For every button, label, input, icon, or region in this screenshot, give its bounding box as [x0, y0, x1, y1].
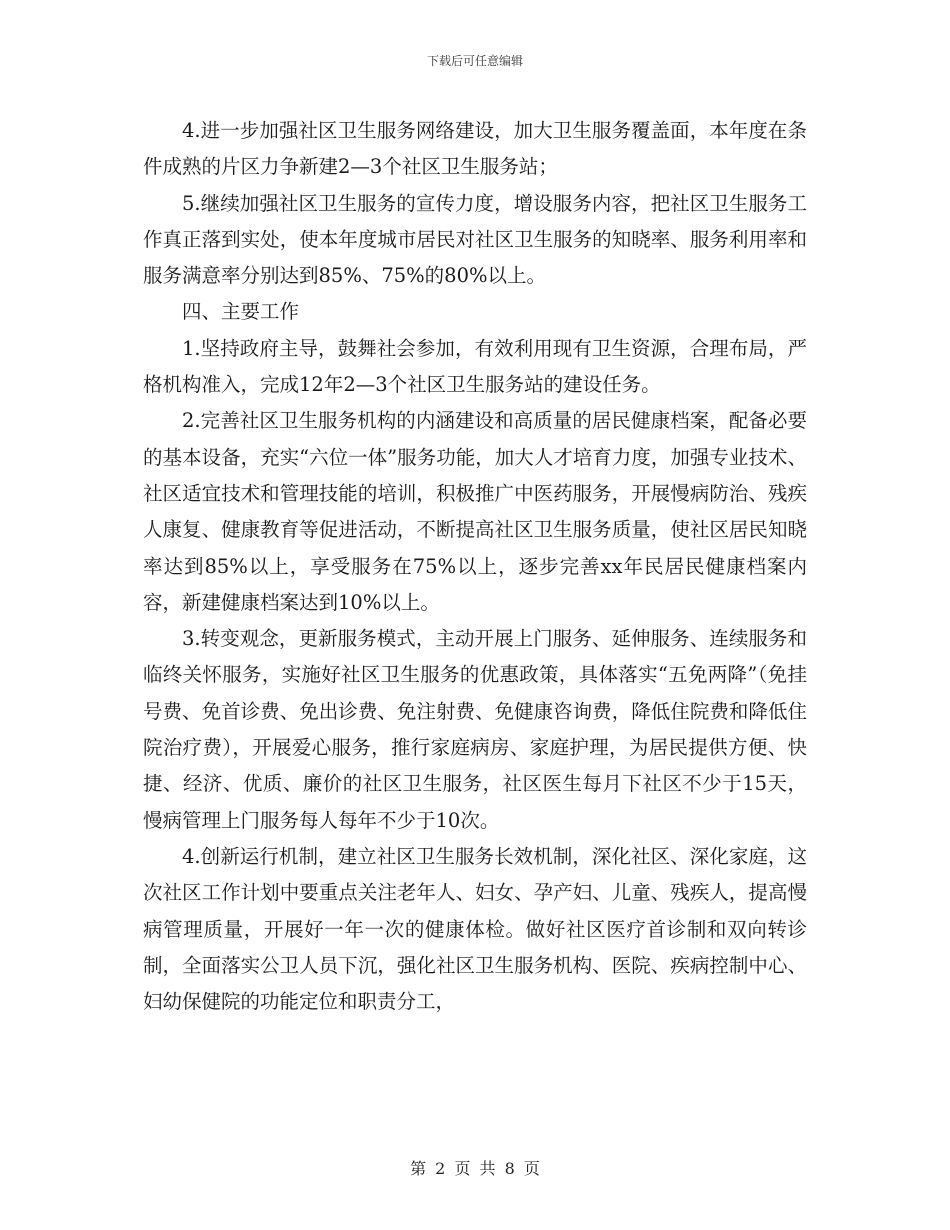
paragraph-item-5: 5.继续加强社区卫生服务的宣传力度，增设服务内容，把社区卫生服务工作真正落到实处，使本年度城市居民对社区卫生服务的知晓率、服务利用率和服务满意率分别达到85%、75%的80%以上。 [143, 191, 807, 288]
document-body [143, 113, 807, 1020]
paragraph-work-1: 1.坚持政府主导，鼓舞社会参加，有效利用现有卫生资源，合理布局，严格机构准入，完成12年2—3个社区卫生服务站的建设任务。 [143, 336, 807, 397]
paragraph-work-4: 4.创新运行机制，建立社区卫生服务长效机制，深化社区、深化家庭，这次社区工作计划中要重点关注老年人、妇女、孕产妇、儿童、残疾人，提高慢病管理质量，开展好一年一次的健康体检。做好社区医疗首诊制和双向转诊制，全面落实公卫人员下沉，强化社区卫生服务机构、医院、疾病控制中心、妇幼保健院的功能定位和职责分工， [143, 844, 807, 1014]
paragraph-work-3: 3.转变观念，更新服务模式，主动开展上门服务、延伸服务、连续服务和临终关怀服务，实施好社区卫生服务的优惠政策，具体落实“五免两降”（免挂号费、免首诊费、免出诊费、免注射费、免健康咨询费，降低住院费和降低住院治疗费），开展爱心服务，推行家庭病房、家庭护理，为居民提供方便、快捷、经济、优质、廉价的社区卫生服务，社区医生每月下社区不少于15天，慢病管理上门服务每人每年不少于10次。 [143, 627, 807, 832]
paragraph-item-4: 4.进一步加强社区卫生服务网络建设，加大卫生服务覆盖面，本年度在条件成熟的片区力争新建2—3个社区卫生服务站； [143, 119, 807, 179]
page-footer: 第 2 页 共 8 页 [410, 1159, 540, 1178]
paragraph-work-2: 2.完善社区卫生服务机构的内涵建设和高质量的居民健康档案，配备必要的基本设备，充实“六位一体”服务功能，加大人才培育力度，加强专业技术、社区适宜技术和管理技能的培训，积极推广中医药服务，开展慢病防治、残疾人康复、健康教育等促进活动，不断提高社区卫生服务质量，使社区居民知晓率达到85%以上，享受服务在75%以上，逐步完善xx年民居民健康档案内容，新建健康档案达到10%以上。 [143, 409, 807, 614]
page-header: 下载后可任意编辑 [426, 54, 523, 68]
section-heading: 四、主要工作 [182, 300, 300, 324]
